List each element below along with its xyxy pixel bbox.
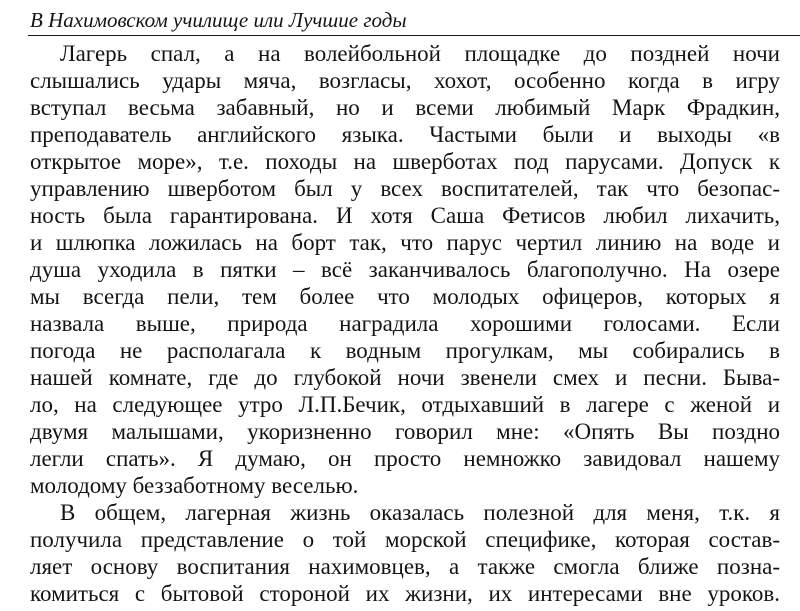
text-line: получила представление о той морской специфике, которая состав- <box>30 527 780 552</box>
body-text <box>30 40 780 607</box>
text-line: душа уходила в пятки – всё заканчивалось благополучно. На озере <box>30 257 780 282</box>
paragraph <box>30 40 780 499</box>
paragraph <box>30 499 780 607</box>
text-line: погода не располагала к водным прогулкам, мы собирались в <box>30 338 780 363</box>
text-line: молодому беззаботному веселью. <box>30 473 359 498</box>
text-line: ность была гарантирована. И хотя Саша Фетисов любил лихачить, <box>30 203 780 228</box>
text-line: ляет основу воспитания нахимовцев, а также смогла ближе позна- <box>30 554 780 579</box>
running-header-title: В Нахимовском училище или Лучшие годы <box>30 8 407 32</box>
text-line: управлению шверботом был у всех воспитателей, так что безопас- <box>30 176 780 201</box>
text-line: вступал весьма забавный, но и всеми любимый Марк Фрадкин, <box>30 95 780 120</box>
text-line: и шлюпка ложилась на борт так, что парус чертил линию на воде и <box>30 230 780 255</box>
text-line: двумя малышами, укоризненно говорил мне: «Опять Вы поздно <box>30 419 780 444</box>
header-rule <box>28 35 800 36</box>
text-line: Лагерь спал, а на волейбольной площадке до поздней ночи <box>60 41 780 66</box>
text-line: мы всегда пели, тем более что молодых офицеров, которых я <box>30 284 780 309</box>
text-line: назвала выше, природа наградила хорошими голосами. Если <box>30 311 780 336</box>
text-line: легли спать». Я думаю, он просто немножко завидовал нашему <box>30 446 780 471</box>
text-line: преподаватель английского языка. Частыми были и выходы «в <box>30 122 780 147</box>
text-line: нашей комнате, где до глубокой ночи звенели смех и песни. Быва- <box>30 365 780 390</box>
text-line: ло, на следующее утро Л.П.Бечик, отдыхавший в лагере с женой и <box>30 392 780 417</box>
text-line: В общем, лагерная жизнь оказалась полезной для меня, т.к. я <box>60 500 780 525</box>
text-line: слышались удары мяча, возгласы, хохот, особенно когда в игру <box>30 68 780 93</box>
text-line: комиться с бытовой стороной их жизни, их интересами вне уроков. <box>30 581 780 606</box>
text-line: открытое море», т.е. походы на шверботах под парусами. Допуск к <box>30 149 780 174</box>
